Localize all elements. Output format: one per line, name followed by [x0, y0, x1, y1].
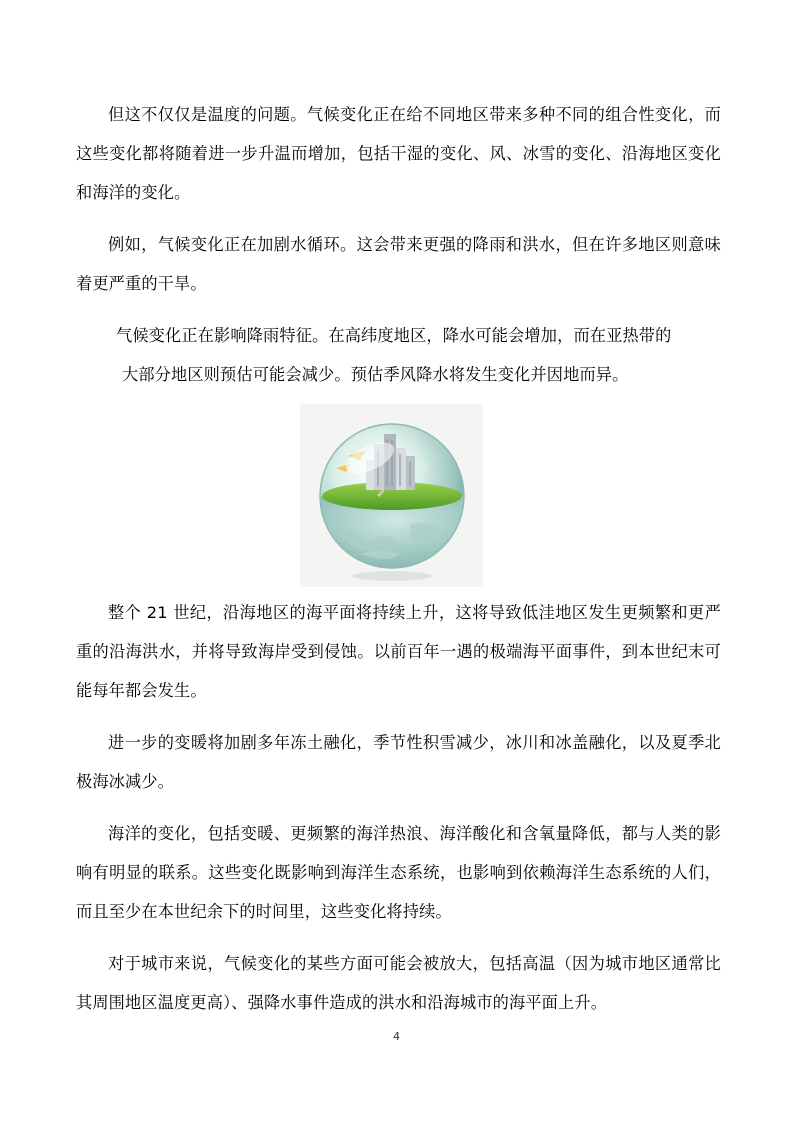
- paragraph-temperature: 但这不仅仅是温度的问题。气候变化正在给不同地区带来多种不同的组合性变化，而这些变化都将随着进一步升温而增加，包括干湿的变化、风、冰雪的变化、沿海地区变化和海洋的变化。: [76, 105, 721, 202]
- paragraph-ocean: 海洋的变化，包括变暖、更频繁的海洋热浪、海洋酸化和含氧量降低，都与人类的影响有明显的联系。这些变化既影响到海洋生态系统，也影响到依赖海洋生态系统的人们，而且至少在本世纪余下的时间里，这些变化将持续。: [76, 824, 721, 921]
- page-number: 4: [393, 1030, 400, 1043]
- paragraph-permafrost: 进一步的变暖将加剧多年冻土融化，季节性积雪减少，冰川和冰盖融化，以及夏季北极海冰减少。: [76, 733, 721, 791]
- paragraph-rainfall-line-2: 大部分地区则预估可能会减少。预估季风降水将发生变化并因地而异。: [122, 365, 629, 384]
- paragraph-sea-level: 整个 21 世纪，沿海地区的海平面将持续上升，这将导致低洼地区发生更频繁和更严重的沿海洪水，并将导致海岸受到侵蚀。以前百年一遇的极端海平面事件，到本世纪末可能每年都会发生。: [76, 603, 721, 700]
- paragraph-cities: 对于城市来说，气候变化的某些方面可能会被放大，包括高温（因为城市地区通常比其周围地区温度更高）、强降水事件造成的洪水和沿海城市的海平面上升。: [76, 954, 721, 1012]
- globe-city-icon: [300, 404, 483, 587]
- paragraph-water-cycle: 例如，气候变化正在加剧水循环。这会带来更强的降雨和洪水，但在许多地区则意味着更严重的干旱。: [76, 235, 721, 293]
- globe-city-illustration: [300, 404, 483, 587]
- document-body: [76, 95, 721, 1035]
- paragraph-rainfall-line-1: 气候变化正在影响降雨特征。在高纬度地区，降水可能会增加，而在亚热带的: [116, 326, 672, 345]
